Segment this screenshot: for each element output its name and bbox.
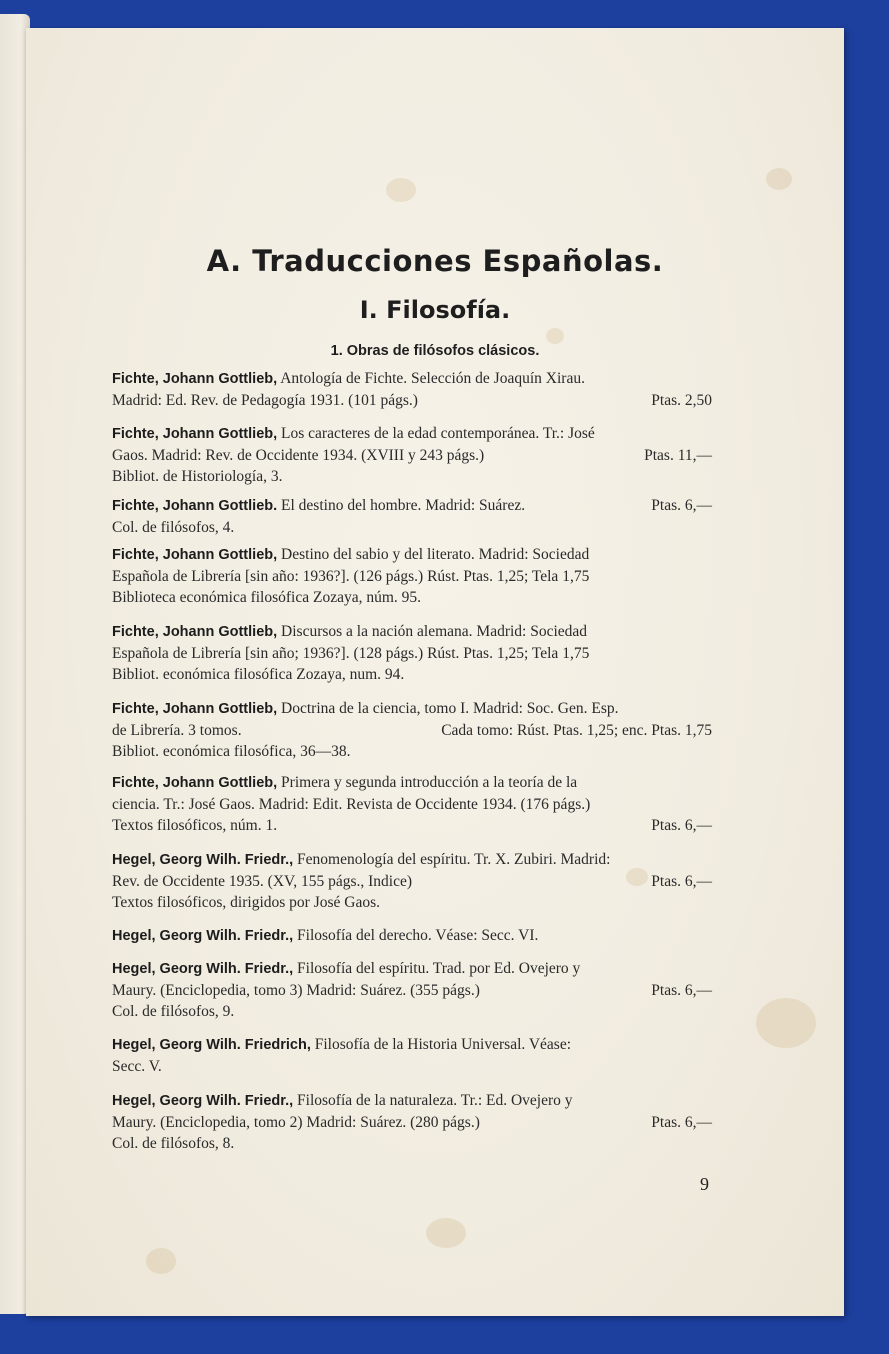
entry-author: Hegel, Georg Wilh. Friedr., — [112, 928, 294, 944]
main-heading: A. Traducciones Españolas. — [206, 244, 664, 278]
bibliography-entry: Fichte, Johann Gottlieb, Doctrina de la ciencia, tomo I. Madrid: Soc. Gen. Esp. de Librería. 3 tomos. Cada tomo: Rúst. Ptas. 1,25; enc. Ptas. 1,75 Bibliot. económica filosófica, 36—38. — [112, 700, 712, 760]
bibliography-entry: Hegel, Georg Wilh. Friedr., Filosofía del derecho. Véase: Secc. VI. — [112, 927, 539, 944]
foxing-spot — [146, 1248, 176, 1274]
foxing-spot — [756, 998, 816, 1048]
entry-price: Ptas. 2,50 — [651, 391, 712, 409]
entry-price: Ptas. 6,— — [651, 1113, 712, 1131]
foxing-spot — [386, 178, 416, 202]
entry-author: Fichte, Johann Gottlieb, — [112, 547, 278, 563]
page-number: 9 — [700, 1174, 709, 1194]
entry-author: Fichte, Johann Gottlieb. — [112, 498, 278, 514]
bibliography-entry: Hegel, Georg Wilh. Friedrich, Filosofía de la Historia Universal. Véase: Secc. V. — [112, 1036, 572, 1075]
entry-price: Ptas. 6,— — [651, 872, 712, 890]
foxing-spot — [426, 1218, 466, 1248]
book-page — [26, 28, 844, 1316]
entry-author: Hegel, Georg Wilh. Friedrich, — [112, 1037, 311, 1053]
entry-author: Fichte, Johann Gottlieb, — [112, 775, 278, 791]
entry-author: Fichte, Johann Gottlieb, — [112, 701, 278, 717]
subsection-heading: 1. Obras de filósofos clásicos. — [330, 343, 540, 359]
bibliography-entry: Fichte, Johann Gottlieb, Primera y segunda introducción a la teoría de la ciencia. Tr.: José Gaos. Madrid: Edit. Revista de Occidente 1934. (176 págs.) Textos filosóficos, núm. 1. Ptas. 6,— — [112, 772, 712, 837]
foxing-spot — [766, 168, 792, 190]
entry-price: Ptas. 6,— — [651, 497, 712, 514]
entry-price: Cada tomo: Rúst. Ptas. 1,25; enc. Ptas. 1,75 — [441, 721, 712, 739]
bibliography-entry: Fichte, Johann Gottlieb, Los caracteres de la edad contemporánea. Tr.: José Gaos. Madrid: Rev. de Occidente 1934. (XVIII y 243 págs.) Ptas. 11,— Bibliot. de Historiología, 3. — [112, 425, 712, 485]
entry-price: Ptas. 11,— — [644, 446, 712, 464]
entry-author: Fichte, Johann Gottlieb, — [112, 624, 278, 640]
entry-price: Ptas. 6,— — [651, 981, 712, 999]
bibliography-entry: Fichte, Johann Gottlieb, Antología de Fichte. Selección de Joaquín Xirau. Madrid: Ed. Rev. de Pedagogía 1931. (101 págs.) Ptas. 2,50 — [112, 368, 712, 411]
entry-author: Fichte, Johann Gottlieb, — [112, 426, 278, 442]
entry-author: Hegel, Georg Wilh. Friedr., — [112, 961, 294, 977]
bibliography-entry: Fichte, Johann Gottlieb, Discursos a la nación alemana. Madrid: Sociedad Española de Librería [sin año; 1936?]. (128 págs.) Rúst. Ptas. 1,25; Tela 1,75 Bibliot. económica filosófica Zozaya, num. 94. — [112, 623, 590, 683]
entry-author: Hegel, Georg Wilh. Friedr., — [112, 852, 294, 868]
foxing-spot — [546, 328, 564, 344]
bibliography-entry: Hegel, Georg Wilh. Friedr., Filosofía de la naturaleza. Tr.: Ed. Ovejero y Maury. (Enciclopedia, tomo 2) Madrid: Suárez. (280 págs.) Ptas. 6,— Col. de filósofos, 8. — [112, 1092, 712, 1152]
entry-author: Hegel, Georg Wilh. Friedr., — [112, 1093, 294, 1109]
bibliography-entry: Fichte, Johann Gottlieb, Destino del sabio y del literato. Madrid: Sociedad Española de Librería [sin año: 1936?]. (126 págs.) Rúst. Ptas. 1,25; Tela 1,75 Biblioteca económica filosófica Zozaya, núm. 95. — [112, 546, 590, 606]
bibliography-entry: Fichte, Johann Gottlieb. El destino del hombre. Madrid: Suárez. Ptas. 6,— Col. de filósofos, 4. — [112, 497, 712, 536]
section-heading: I. Filosofía. — [359, 296, 511, 324]
entry-price: Ptas. 6,— — [651, 817, 712, 834]
bibliography-entry: Hegel, Georg Wilh. Friedr., Filosofía del espíritu. Trad. por Ed. Ovejero y Maury. (Enciclopedia, tomo 3) Madrid: Suárez. (355 págs.) Ptas. 6,— Col. de filósofos, 9. — [112, 960, 712, 1020]
bibliography-entry: Hegel, Georg Wilh. Friedr., Fenomenología del espíritu. Tr. X. Zubiri. Madrid: Rev. de Occidente 1935. (XV, 155 págs., Indice) Ptas. 6,— Textos filosóficos, dirigidos por José Gaos. — [112, 851, 712, 911]
entry-author: Fichte, Johann Gottlieb, — [112, 371, 278, 387]
